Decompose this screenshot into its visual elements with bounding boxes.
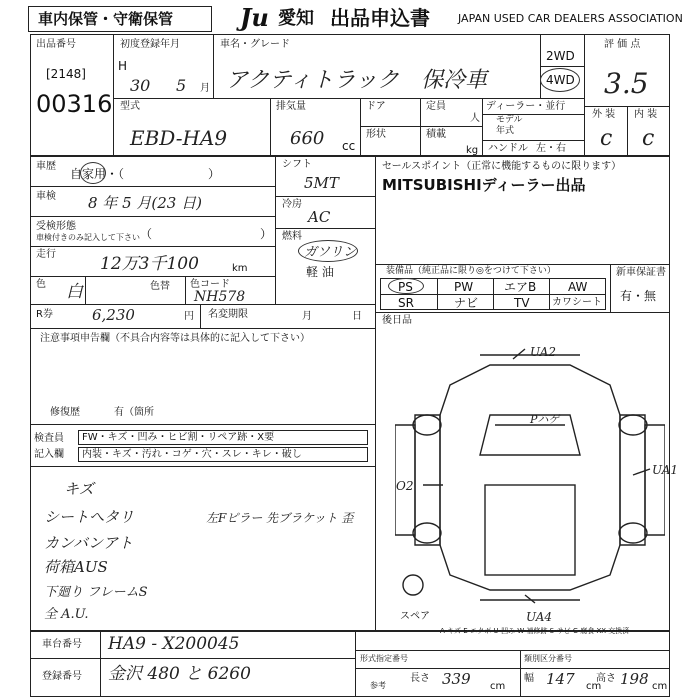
spare-label: スペア — [400, 611, 430, 622]
equip-tv: TV — [514, 296, 530, 310]
reference-label: 参考 — [370, 681, 386, 690]
handwritten-note-6: 下廻り フレームS — [44, 585, 148, 600]
class-designation-label: 類別区分番号 — [524, 654, 572, 663]
sales-point-label: セールスポイント（正常に機能するものに限ります） — [382, 161, 622, 172]
drive-2wd: 2WD — [546, 49, 575, 63]
equip-ps: PS — [398, 280, 413, 294]
equip-ps-circle — [388, 278, 424, 294]
inspection-label: 車検 — [36, 191, 56, 202]
displacement-label: 排気量 — [276, 101, 306, 112]
inspection-value: 8 年 5 月(23 日) — [88, 194, 202, 212]
registration-year: 30 — [130, 76, 151, 95]
history-label: 車歴 — [36, 161, 56, 172]
car-name-value: アクティトラック 保冷車 — [226, 68, 488, 93]
length-value: 339 — [442, 670, 471, 688]
interior-grade: c — [642, 126, 655, 151]
transfer-label: 名変期限 — [208, 309, 248, 320]
door-label: ドア — [366, 101, 386, 112]
handwritten-note-7: 全 A.U. — [44, 607, 89, 622]
color-code-value: NH578 — [194, 289, 246, 305]
ju-logo: Ju — [240, 3, 269, 32]
score-label: 評 価 点 — [604, 39, 641, 50]
recycle-label: R券 — [36, 309, 53, 320]
acceptance-value: （ ） — [140, 227, 273, 241]
color-value: 白 — [66, 282, 83, 302]
handwritten-note-5: 荷箱AUS — [44, 558, 108, 576]
width-label: 幅 — [524, 673, 534, 684]
mileage-value: 12万3千100 — [100, 254, 199, 274]
repair-value: 有（箇所 — [114, 407, 154, 418]
model-year-label: モデル — [496, 115, 523, 125]
drive-4wd-circle — [540, 68, 580, 92]
type-designation-label: 形式指定番号 — [360, 654, 408, 663]
plate-value: 金沢 480 と 6260 — [108, 664, 251, 684]
recycle-value: 6,230 — [92, 306, 135, 324]
width-value: 147 — [546, 670, 575, 688]
handwritten-note-3: 左Fピラー 先ブラケット 歪 — [206, 511, 354, 525]
inspector-int-row: 内装・キズ・汚れ・コゲ・穴・スレ・キレ・破し — [82, 449, 302, 460]
lot-number: 00316 — [36, 90, 113, 118]
equip-airbag: エアB — [504, 280, 537, 294]
height-label: 高さ — [596, 673, 616, 684]
ac-value: AC — [308, 208, 331, 226]
car-damage-diagram — [395, 345, 665, 610]
width-unit: cm — [586, 681, 602, 692]
damage-ua1: UA1 — [652, 463, 679, 477]
inspector-fw-row: FW・キズ・凹み・ヒビ割・リペア跡・X要 — [82, 432, 275, 443]
drive-4wd: 4WD — [546, 73, 575, 87]
score-value: 3.5 — [604, 67, 649, 100]
inspector-label: 検査員 — [34, 433, 64, 444]
mileage-unit: km — [232, 263, 248, 274]
model-label: 型式 — [120, 101, 140, 112]
recycle-unit: 円 — [184, 311, 194, 322]
shift-label: シフト — [282, 159, 312, 170]
history-value: 自家用・（ ） — [70, 167, 221, 181]
lot-number-label: 出品番号 — [36, 39, 76, 50]
inspector-label-2: 記入欄 — [34, 449, 64, 460]
fuel-value-2: 軽 油 — [306, 265, 334, 279]
notes-label: 注意事項申告欄（不具合内容等は具体的に記入して下さい） — [40, 333, 310, 344]
length-label: 長さ — [410, 673, 430, 684]
acceptance-label: 受検形態 — [36, 221, 76, 232]
damage-o2: O2 — [396, 479, 414, 493]
dealer-label: ディーラー・並行 — [486, 101, 566, 112]
acceptance-note: 車検付きのみ記入して下さい — [36, 233, 140, 242]
damage-paint-peel: Pハゲ — [530, 413, 560, 426]
fuel-value-1: ガソリン — [304, 245, 357, 260]
registration-label: 初度登録年月 — [120, 39, 180, 50]
damage-legend: A-キズ E-エクボ U-凹み W-補修跡 S-サビ C-腐食 XX-交換済 — [440, 627, 630, 635]
handwritten-note-2: シートへタリ — [44, 508, 135, 526]
damage-ua2: UA2 — [530, 345, 557, 359]
equip-leather-seat: カワシート — [552, 297, 602, 308]
capacity-label: 定員 — [426, 101, 446, 112]
ac-label: 冷房 — [282, 199, 302, 210]
height-unit: cm — [652, 681, 668, 692]
load-unit: kg — [466, 145, 479, 156]
handwritten-note-1: キズ — [64, 480, 109, 498]
color-code-label: 色コード — [190, 279, 230, 290]
registration-month: 5 — [176, 76, 187, 95]
handle-value: 左・右 — [536, 143, 566, 154]
mileage-label: 走行 — [36, 249, 56, 260]
length-unit: cm — [490, 681, 506, 692]
sales-point-value: MITSUBISHIディーラー出品 — [382, 176, 586, 194]
plate-label: 登録番号 — [42, 671, 82, 682]
registration-era: H — [118, 59, 128, 73]
exterior-grade: c — [600, 126, 613, 151]
color-swap-label: 色替 — [150, 281, 170, 292]
repair-label: 修復歴 — [50, 407, 80, 418]
equip-aw: AW — [568, 280, 588, 294]
chassis-label: 車台番号 — [42, 639, 82, 650]
equip-navi: ナビ — [454, 296, 479, 310]
height-value: 198 — [620, 670, 649, 688]
lot-sub-number: [2148] — [46, 67, 86, 81]
shift-value: 5MT — [304, 174, 339, 192]
car-name-label: 車名・グレード — [220, 39, 290, 50]
handwritten-note-4: カンバンアト — [44, 534, 133, 552]
form-title: 出品申込書 — [330, 6, 430, 30]
load-label: 積載 — [426, 129, 446, 140]
damage-ua4: UA4 — [526, 610, 553, 624]
equipment-label: 装備品（純正品に限り◎をつけて下さい） — [386, 266, 556, 276]
displacement-value: 660 — [290, 128, 325, 149]
equip-sr: SR — [398, 296, 414, 310]
fuel-label: 燃料 — [282, 231, 302, 242]
history-circle — [80, 162, 106, 184]
chassis-value: HA9 - X200045 — [108, 634, 240, 654]
registration-month-unit: 月 — [200, 83, 210, 94]
displacement-unit: cc — [342, 139, 356, 153]
warranty-label: 新車保証書 — [616, 267, 666, 278]
exterior-label: 外 装 — [592, 109, 616, 120]
later-items-label: 後日品 — [382, 315, 412, 326]
fuel-circle — [298, 240, 358, 262]
model-year-label-2: 年式 — [496, 126, 515, 136]
transfer-month: 月 — [302, 311, 312, 322]
warranty-value: 有・無 — [620, 289, 657, 303]
shape-label: 形状 — [366, 129, 386, 140]
capacity-unit: 人 — [470, 113, 480, 124]
handle-label: ハンドル — [488, 143, 528, 154]
model-value: EBD-HA9 — [130, 126, 228, 150]
transfer-day: 日 — [352, 311, 362, 322]
equip-pw: PW — [454, 280, 474, 294]
color-label: 色 — [36, 279, 46, 290]
storage-tag-text: 車内保管・守衛保管 — [38, 10, 174, 28]
interior-label: 内 装 — [634, 109, 658, 120]
org-name: 愛知 — [278, 8, 314, 29]
association-name: JAPAN USED CAR DEALERS ASSOCIATION — [458, 12, 683, 25]
